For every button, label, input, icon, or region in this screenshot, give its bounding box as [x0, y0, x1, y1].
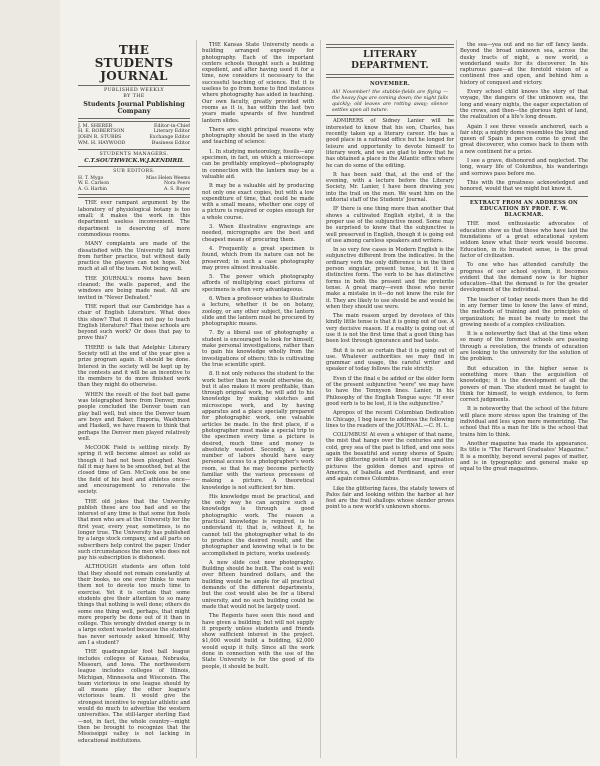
column-rule	[196, 40, 197, 758]
divider	[78, 85, 190, 86]
poem-text: Ah! November! the stubble-fields are flying — the heavy fogs are coming down; the night falls quickly; old leaves are rotting away; silence settles upon all nature.	[332, 90, 448, 113]
article-paragraph: The main reason urged by devotees of this kindly little tense is that it is going out of use. A very decisive reason. If a reality is going out of use it is not the first time that a good thing has been lost through ignorance and bad taste.	[326, 313, 454, 345]
editorial-paragraph: WHEN the result of the foot ball game was telegraphed here from Denver, most people concluded the Denver team can play ball well, but since the Denver team are boys and Baker, Emporia, Washburn and Haskell, we have reason to think that perhaps the Denver men played relatively well.	[78, 391, 190, 442]
editorial-paragraph: THE ever rampant argument by the laboratory of physiological botany is too small; it makes the work in this department useless inconvenient. The department is deserving of more commodious rooms.	[78, 200, 190, 238]
staff-row: J. M. SHERER Editor-in-Chief	[78, 123, 190, 129]
poem-title: NOVEMBER.	[369, 81, 411, 87]
editorial-paragraph: McCOOK Field is settling nicely. By spring it will become almost as solid as though it had not been ploughed. Next fall it may have to be smoothed, but at the closed time of Gen. McCook one be one the field of his best and athletes once—and encouragement to renovate the society.	[78, 445, 190, 496]
masthead-frequency: PUBLISHED WEEKLY	[103, 88, 165, 93]
extract-heading: EXTRACT FROM AN ADDRESS ON EDUCATION BY PROF. F. W. BLACKMAR.	[469, 199, 579, 219]
article-paragraph: 6. When a professor wishes to illustrate a lecture, whether it be on botany, zoology, or any other subject, the lantern slide and the lantern must be procured by photographic means.	[202, 295, 314, 328]
article-paragraph: IF there is one thing more than another that shows a cultivated English stylist, it is the proper use of the subjunctive mood. Some may be surprised to know that the subjunctive is well preserved in English, though it is going out of use among careless speakers and writers.	[326, 206, 454, 244]
editorial-paragraph: THE old jokes that the University publish these are too bad and so the interest of any time is that some fun fools that men who are at the University for the first year, every year, sometimes, is no longer true. The University has published by a large stock company, and all parts on subscribers help control the paper. Under such circumstances the men who does not pay his subscription is dishonest.	[78, 498, 190, 562]
editorial-paragraph: MANY complaints are made of the dissatisfied with the University fall term from further practice, but without daily practice the players can not hope. Not much at all of the team. Not being well.	[78, 241, 190, 273]
article-paragraph: I see a grave, dishonored and neglected. The long, weary life of Columbus, his wanderings and sorrows pass before me.	[460, 158, 588, 177]
editorial-paragraph: ALTHOUGH students are often told that they should not remain constantly at their books, no one ever thinks to warn them not to devote too much time to exercise. Yet it is certain that some students give their attention to so many things that nothing is well done; others do some one thing well, perhaps, that might more properly be done out of it than in college. This wrongly divided energy is in a large extent wasted because the student has never seriously asked himself, Why am I a student?	[78, 564, 190, 647]
page-margin	[0, 0, 60, 766]
article-paragraph: 1. In studying meteorology, fossils—any specimen, in fact, on which a microscope can be profitably employed—photography in connection with the lantern may be a valuable aid.	[202, 148, 314, 180]
column-2	[202, 42, 314, 758]
subeditors-row: H. T. Mygo Miss Helen Weems	[78, 175, 190, 181]
article-paragraph: Even if the final e be added or the older form of the present subjunctive "were" we may have to have the Tennyson lines. Lanier, in his Philosophy of the English Tongue says: "If ever good verb is to be lost, it is the subjunctive."	[326, 375, 454, 407]
article-paragraph: Another magazine has made its appearance. Its title is "The Harvard Graduates' Magazine." It is a monthly, beyond several pages of matter, and is in typographic and general make up equal to the great magazines.	[460, 440, 588, 473]
masthead-title: THE STUDENTS JOURNAL	[94, 43, 174, 83]
subeditors-label: SUB EDITORS.	[113, 169, 155, 175]
column-rule	[456, 40, 457, 758]
divider	[326, 74, 454, 78]
article-paragraph: ADMIRERS of Sidney Lanier will be interested to know that his son, Charles, has recently taken up a literary career. He has a good place in a railroad office but he longed for leisure and opportunity to devote himself to literary work, and we are glad to know that he has obtained a place in the Atlantic office where he can do some of the editing.	[326, 118, 454, 169]
divider	[78, 194, 190, 198]
department-heading: LITERARY DEPARTMENT.	[351, 50, 429, 71]
article-paragraph: Again I see three vessels anchored, each a fair ship; a mighty dome resembles the king and queen of Spain in person come to greet the great discoverer, who comes back to them with a new continent for a prize.	[460, 123, 588, 155]
article-paragraph: 3. When illustrative engravings are needed, micrographs are the best and cheapest means of procuring them.	[202, 224, 314, 243]
editorial-paragraph: THE report that our Cambridge has a chair of English Literature. What does this show? That it does not pay to teach English literature? That these schools are beyond such work? Or does that pay to prove this?	[78, 303, 190, 342]
article-paragraph: 4. Frequently a great specimen is found, which from its nature can not be preserved; in such a case photography may prove almost invaluable.	[202, 245, 314, 271]
divider	[460, 196, 588, 197]
article-paragraph: COLUMBUS! At even a whisper of that name, the mist that hangs over the centuries and the cold, grey sea of the past is lifted, and one sees again the beautiful and sunny shores of Spain; or like glittering points of light our imagination pictures the golden domes and spires of America, of Isabella and Ferdinand, and ever and again comes Columbus.	[326, 432, 454, 483]
article-paragraph: 8. It not only reduces the student to the work better than he would otherwise do, but it also makes it more profitable, than through original work, he will add to his knowledge by making sketches and microscope work, and by having apparatus and a place specially prepared for photographic work, one valuable articles be made. In the first place, if a photographer must make a special trip to the specimen every time a picture is desired, much time and money is absolutely wasted. Secondly, a large number of labors should have easy personal access to a photographer's work room, so that he may become perfectly familiar with the various processes of making a picture. A theoretical knowledge is not sufficient for him.	[202, 371, 314, 491]
article-paragraph: But it is not so certain that it is going out of use. Whatever authorities we may find in grammar and usage, the careful writer and speaker of today follows the rule strictly.	[326, 347, 454, 373]
staff-row: WM. H. HAYWOOD Business Editor	[78, 140, 190, 146]
masthead-by: BY THE	[123, 94, 145, 100]
article-paragraph: To one who has attended carefully the progress of our school system, it becomes evident that the demand now is for higher education—that the demand is for the greater development of the individual.	[460, 262, 588, 294]
divider	[78, 149, 190, 150]
article-paragraph: Like the glittering faces, the stately towers of Palos fair and looking within the harbor at her feet are the frail shallops whose slender prows point to a new world's unknown shores.	[326, 485, 454, 511]
article-paragraph: Apropos of the recent Columbian Dedication in Chicago, I beg leave to address the following lines to the readers of the JOURNAL.—C. H. L.	[326, 410, 454, 429]
article-paragraph: There are eight principal reasons why photography should be used in the study and teaching of science:	[202, 126, 314, 146]
column-4	[460, 42, 588, 758]
article-paragraph: THE Kansas State University needs a building arranged expressly for photography. Each of the important centers schools thought such a building expedient, and after having used it for a time, now considers it necessary to the successful teaching of science. But it is useless to go from home to find instances where photography has aided in teaching. Our own faculty, greatly provided with rooms as it is, has within the last two years made upwards of five hundred lantern slides.	[202, 42, 314, 124]
editorial-paragraph: THE JOURNAL's rooms have been cleaned; the walls papered, and the windows are being made neat. All are invited in "Never Defeated."	[78, 275, 190, 301]
article-paragraph: THE most enthusiastic advocates of education show us that those who have laid the foundations of a great educational system seldom knew what their work would become. Education, in its broadest sense, is the great factor of civilization.	[460, 221, 588, 259]
editorial-paragraph: THE quadrangular foot ball league includes colleges of Kansas, Nebraska, Missouri, and Iowa. The northwestern league includes colleges of Illinois, Michigan, Minnesota and Wisconsin. The team victorious in one league should by all means play the other league's victorious team. It would give the strongest incentive to regular athletic and would do much to advertise the western universities. The still-larger sterling East—not, in fact, the whole country—might then be brought to recognize that the Mississippi valley is not lacking in educational institutions.	[78, 649, 190, 744]
article-paragraph: His knowledge must be practical, and the only way he can acquire such a knowledge is through a good photographic work. The reason a practical knowledge is required, is to understand it; that is, without it, he cannot tell the photographer what to do to produce the desired result; and the photographer and knowing what is to be accomplished in picture, works uselessly.	[202, 493, 314, 557]
managers-label: STUDENTS MANAGERS.	[99, 151, 169, 157]
article-paragraph: the sea—yea out and no far off fancy lands. Beyond the broad unknown sea, across the dusky tracts of night, a new world, a wonderland waits for its discoverer. In his rapturous gaze—at the foretold vision of a continent free and open, and behind him a history of conquest and victory.	[460, 42, 588, 86]
article-paragraph: It has been said that, at the end of the evening, with a lecture before the Literary Society, Mr. Lanier, I have been drawing you into the trail on the men. We want him on the editorial staff of the Students' Journal.	[326, 171, 454, 204]
masthead-publisher: Students Journal Publishing Company	[83, 99, 185, 116]
subeditors-row: W. E. Carlson Nora Peers	[78, 181, 190, 187]
article-paragraph: It is noteworthy that the school of the future will place more stress upon the training of the individual and less upon mere memorizing. The school that fits a man for life is the school that trains him to think.	[460, 406, 588, 438]
article-paragraph: But education in the higher sense is something more than the acquisition of knowledge; it is the development of all the powers of man. The student must be taught to think for himself, to weigh evidence, to form correct judgments.	[460, 365, 588, 404]
article-paragraph: It may be a valuable aid by producing not only one exact copies, but with a low expenditure of time, that could be made with a small means, whether one copy of a picture is required or copies enough for a whole course.	[202, 183, 314, 221]
article-paragraph: It is a noteworthy fact that at the time when so many of the foremost schools are passing through a revolution, the friends of education are looking to the university for the solution of the problem.	[460, 331, 588, 363]
divider	[326, 115, 454, 116]
column-1	[78, 42, 190, 758]
article-paragraph: The Regents have seen this need and have given a building; but will not supply it properly unless students and friends show sufficient interest in the project. $1,000 would build a building, $2,000 would equip it fully. Since all the work done in connection with the use of the State University is for the good of its people, it should be built.	[202, 613, 314, 670]
staff-row: JOHN R. STUBBS Exchange Editor	[78, 135, 190, 141]
staff-row: H. E. ROBERTSON Literary Editor	[78, 129, 190, 135]
divider	[326, 44, 454, 48]
column-3	[326, 42, 454, 758]
editorial-paragraph: THERE is talk that Adelphic Literary Society will at the end of the year give a prize program again. It should be done. Interest in the society will be kept up by the contests and it will be an incentive to its members to do more finished work than they might do otherwise.	[78, 344, 190, 389]
column-rule	[320, 40, 321, 758]
article-paragraph: 5. The power which photography affords of multiplying exact pictures of specimens is often very advantageous.	[202, 274, 314, 293]
article-paragraph: The teacher of today needs more than he did in any former time to know the laws of mind, the methods of training and the principles of organization; he must be ready to meet the growing needs of a complex civilization.	[460, 296, 588, 328]
article-paragraph: A new slide cost new photography. Building should be built. The cost is well over fifteen hundred dollars, and the building would be ample for all practical demands of the different departments, but the cost would also be for a liberal university, and no such building could be made that would not be largely used.	[202, 559, 314, 610]
staff-list	[78, 124, 190, 147]
managers-names: C.T.SOUTHWICK.W.J.KENDIRIL	[84, 158, 184, 165]
article-paragraph: 7. By a liberal use of photography a student is encouraged to look for himself, make personal investigations, rather than to gain his knowledge wholly from the investigations of others; this is cultivating the true scientific spirit.	[202, 330, 314, 368]
article-paragraph: In so very few cases in Modern English is the subjunctive different from the indicative. In the ordinary verb the only difference is in the third person singular, present tense, but it is a distinctive form. The verb to be has distinctive forms in both the present and the preterite tense. A great many—even those who never make a mistake in it—do not know the rule for it. They are likely to use should be and would be when they should use were.	[326, 247, 454, 310]
article-paragraph: Every school child knows the story of that voyage, the dangers of the unknown sea, the long and weary nights, the eager expectation of the crews, and then—the glorious light of land, the realization of a life's long dream.	[460, 89, 588, 121]
subeditors-row: A. G. Harbin A. S. Buyer	[78, 186, 190, 192]
divider	[78, 118, 190, 122]
divider	[78, 166, 190, 167]
article-paragraph: This with the greatness acknowledged and honored, would that we might but know it.	[460, 179, 588, 193]
